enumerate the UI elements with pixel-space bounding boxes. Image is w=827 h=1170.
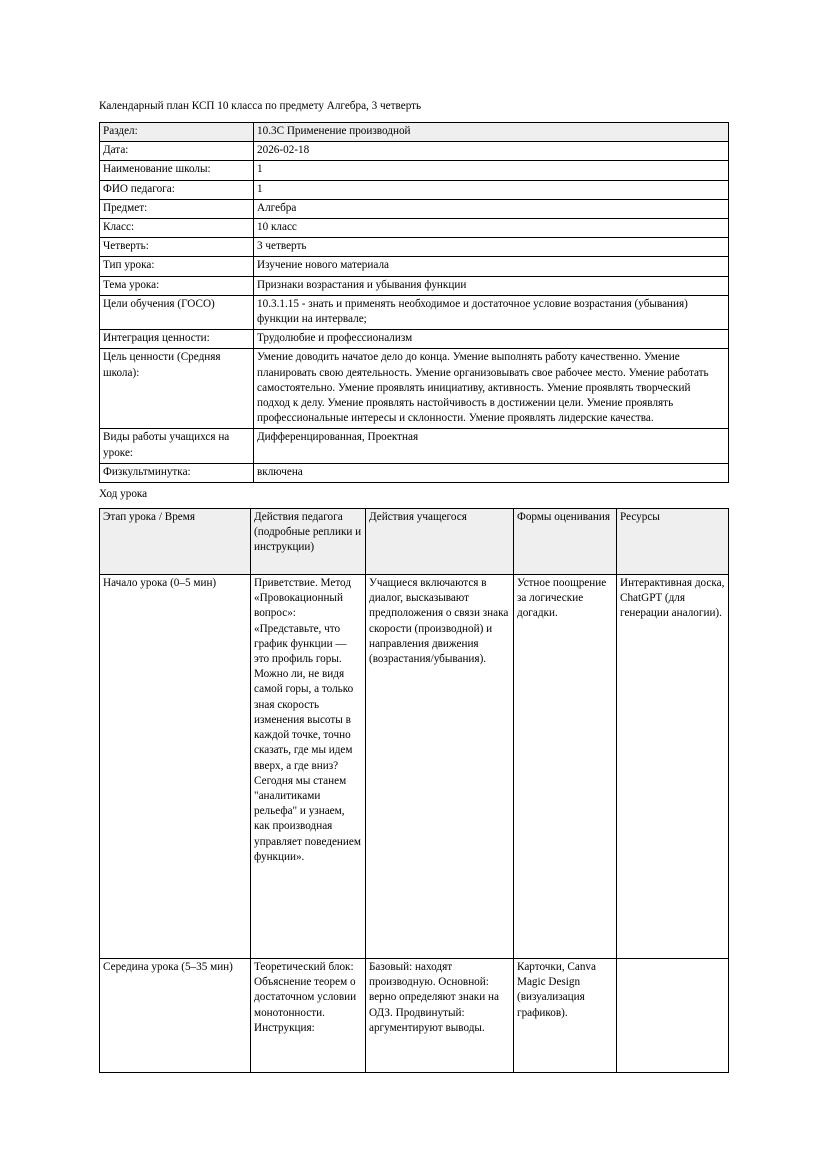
info-label-class: Класс: [100, 219, 254, 238]
table-row [100, 199, 729, 218]
cell-teacher-lesson-start: Приветствие. Метод «Провокационный вопрос»: «Представьте, что график функции — это профиль горы. Можно ли, не видя самой горы, а только зная скорость изменения высоты в каждой точке, точно сказать, где мы идем вверх, а где вниз? Сегодня мы станем "аналитиками рельефа" и узнаем, как производная управляет поведением функции». [251, 575, 366, 959]
info-value-lesson-topic: Признаки возрастания и убывания функции [254, 276, 729, 295]
info-value-quarter: 3 четверть [254, 238, 729, 257]
table-row [100, 349, 729, 429]
lesson-info-table [99, 122, 729, 483]
info-value-razdel: 10.3C Применение производной [254, 123, 729, 142]
info-label-teacher: ФИО педагога: [100, 180, 254, 199]
table-row [100, 959, 729, 1073]
table-row [100, 575, 729, 959]
table-row [100, 219, 729, 238]
info-label-work-types: Виды работы учащихся на уроке: [100, 429, 254, 463]
cell-student-lesson-middle: Базовый: находят производную. Основной: верно определяют знаки на ОДЗ. Продвинутый: аргументируют выводы. [366, 959, 514, 1073]
table-row [100, 161, 729, 180]
table-row [100, 429, 729, 463]
table-row [100, 123, 729, 142]
table-row [100, 295, 729, 329]
cell-resources-lesson-start: Интерактивная доска, ChatGPT (для генерации аналогии). [617, 575, 729, 959]
column-header-student-actions: Действия учащегося [366, 509, 514, 575]
cell-stage-lesson-start: Начало урока (0–5 мин) [100, 575, 251, 959]
cell-assessment-lesson-start: Устное поощрение за логические догадки. [514, 575, 617, 959]
table-row [100, 142, 729, 161]
lesson-flow-table [99, 508, 729, 1073]
info-value-goso-goals: 10.3.1.15 - знать и применять необходимое и достаточное условие возрастания (убывания) функции на интервале; [254, 295, 729, 329]
table-header-row [100, 509, 729, 575]
info-value-school: 1 [254, 161, 729, 180]
info-value-data: 2026-02-18 [254, 142, 729, 161]
info-value-subject: Алгебра [254, 199, 729, 218]
info-label-subject: Предмет: [100, 199, 254, 218]
info-value-lesson-type: Изучение нового материала [254, 257, 729, 276]
info-label-razdel: Раздел: [100, 123, 254, 142]
info-value-value-integration: Трудолюбие и профессионализм [254, 330, 729, 349]
info-label-goso-goals: Цели обучения (ГОСО) [100, 295, 254, 329]
lesson-flow-table-body [100, 575, 729, 1073]
info-label-quarter: Четверть: [100, 238, 254, 257]
table-row [100, 180, 729, 199]
info-label-lesson-type: Тип урока: [100, 257, 254, 276]
info-value-class: 10 класс [254, 219, 729, 238]
info-label-data: Дата: [100, 142, 254, 161]
info-label-value-integration: Интеграция ценности: [100, 330, 254, 349]
column-header-teacher-actions: Действия педагога (подробные реплики и инструкции) [251, 509, 366, 575]
cell-student-lesson-start: Учащиеся включаются в диалог, высказывают предположения о связи знака скорости (производной) и направления движения (возрастания/убывания). [366, 575, 514, 959]
cell-teacher-lesson-middle: Теоретический блок: Объяснение теорем о достаточном условии монотонности. Инструкция: [251, 959, 366, 1073]
table-row [100, 463, 729, 482]
info-value-value-goal: Умение доводить начатое дело до конца. Умение выполнять работу качественно. Умение планировать свою деятельность. Умение организовывать свое рабочее место. Умение работать самостоятельно. Умение проявлять инициативу, активность. Умение проявлять творческий подход к делу. Умение проявлять настойчивость в достижении цели. Умение проявлять профессиональные интересы и склонности. Умение проявлять лидерские качества. [254, 349, 729, 429]
info-label-lesson-topic: Тема урока: [100, 276, 254, 295]
info-value-physical-break: включена [254, 463, 729, 482]
lesson-info-table-body [100, 123, 729, 483]
cell-resources-lesson-middle [617, 959, 729, 1073]
table-row [100, 276, 729, 295]
column-header-stage: Этап урока / Время [100, 509, 251, 575]
table-row [100, 330, 729, 349]
info-value-teacher: 1 [254, 180, 729, 199]
lesson-flow-heading: Ход урока [99, 488, 148, 501]
page-title: Календарный план КСП 10 класса по предмету Алгебра, 3 четверть [99, 100, 422, 112]
info-label-value-goal: Цель ценности (Средняя школа): [100, 349, 254, 429]
column-header-resources: Ресурсы [617, 509, 729, 575]
table-row [100, 257, 729, 276]
page-content [99, 99, 728, 1073]
info-label-school: Наименование школы: [100, 161, 254, 180]
info-value-work-types: Дифференцированная, Проектная [254, 429, 729, 463]
column-header-assessment-forms: Формы оценивания [514, 509, 617, 575]
info-label-physical-break: Физкультминутка: [100, 463, 254, 482]
lesson-flow-table-head [100, 509, 729, 575]
cell-stage-lesson-middle: Середина урока (5–35 мин) [100, 959, 251, 1073]
table-row [100, 238, 729, 257]
cell-assessment-lesson-middle: Карточки, Canva Magic Design (визуализация графиков). [514, 959, 617, 1073]
